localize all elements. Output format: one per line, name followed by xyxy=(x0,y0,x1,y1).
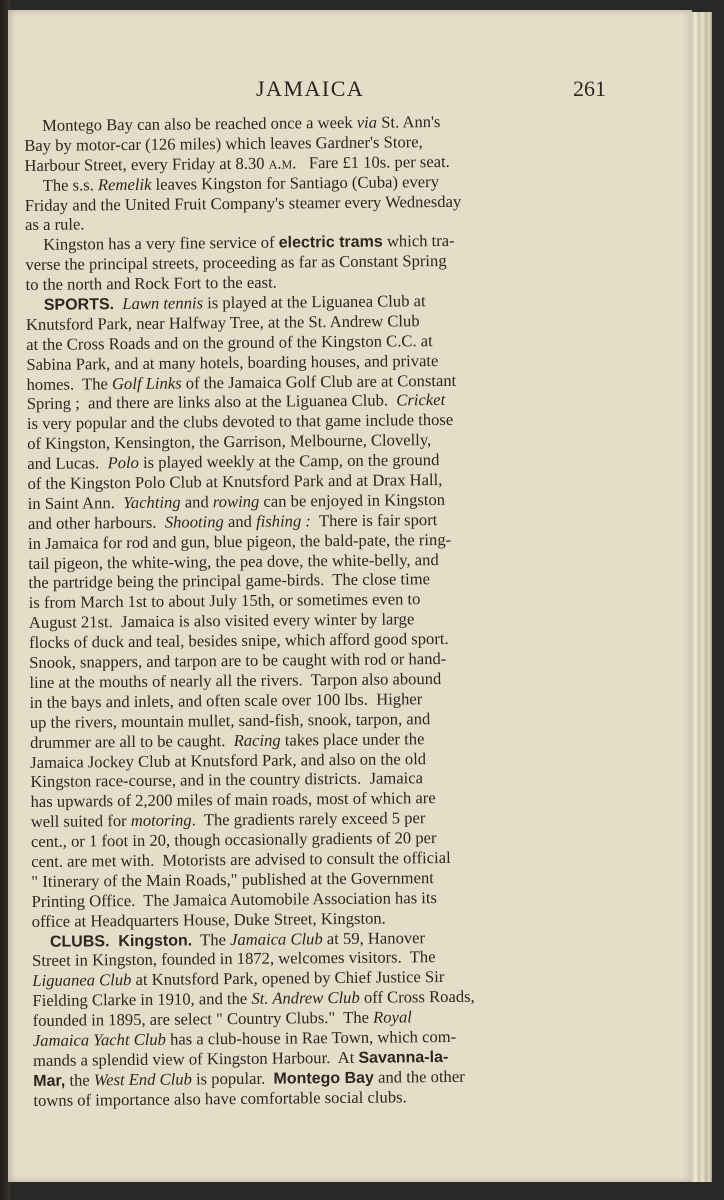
italic-text: Jamaica Club xyxy=(229,928,323,949)
text-run: is played weekly at the Camp, on the ground xyxy=(138,450,440,473)
text-run: leaves Kingston for Santiago (Cuba) every xyxy=(151,171,440,194)
text-run: in Saint Ann. xyxy=(27,492,124,513)
italic-text: Racing xyxy=(233,730,281,750)
text-run: to the north and Rock Fort to the east. xyxy=(25,272,277,295)
text-run: cent. are met with. Motorists are advised to consult the official xyxy=(31,847,451,871)
smallcaps-text: a.m. xyxy=(268,153,297,173)
text-run: of the Jamaica Golf Club are at Constant xyxy=(181,370,457,393)
text-run: The xyxy=(192,929,231,949)
text-run xyxy=(114,294,122,313)
page-edges xyxy=(692,12,699,1182)
italic-text: Polo xyxy=(107,453,139,473)
page-number: 261 xyxy=(573,76,606,101)
text-run: . The gradients rarely exceed 5 per xyxy=(191,808,426,830)
italic-text: Golf Links xyxy=(111,373,182,393)
italic-text: Yachting xyxy=(123,492,181,512)
text-run: Snook, snappers, and tarpon are to be caught with rod or hand- xyxy=(29,649,447,673)
italic-text: motoring xyxy=(130,810,192,831)
text-run: at the Cross Roads and on the ground of the Kingston C.C. at xyxy=(26,330,433,354)
book-page xyxy=(8,10,692,1182)
text-run: has upwards of 2,200 miles of main roads, most of which are xyxy=(30,788,436,812)
page-edges xyxy=(699,12,706,1182)
text-run: towns of importance also have comfortable social clubs. xyxy=(33,1087,407,1110)
text-run: There is fair sport xyxy=(310,509,438,531)
text-run: the partridge being the principal game-birds. The close time xyxy=(28,569,431,593)
text-run: The s.s. xyxy=(42,174,99,195)
text-run: as a rule. xyxy=(24,214,85,235)
text-run: Bay by motor-car (126 miles) which leaves Gardner's Store, xyxy=(24,132,423,155)
text-run: and the other xyxy=(373,1066,465,1087)
text-run: homes. The xyxy=(26,373,113,394)
italic-text: Royal xyxy=(373,1007,412,1027)
page-title: JAMAICA xyxy=(256,76,365,101)
bold-text: CLUBS. Kingston. xyxy=(49,931,193,951)
text-run: at 59, Hanover xyxy=(322,927,426,948)
text-run: drummer are all to be caught. xyxy=(29,730,234,752)
text-run: and xyxy=(223,511,257,531)
text-line xyxy=(33,1085,625,1111)
text-run: Sabina Park, and at many hotels, boarding houses, and private xyxy=(26,350,439,374)
text-run: in Jamaica for rod and gun, blue pigeon, the bald-pate, the ring- xyxy=(28,529,452,553)
text-run: is very popular and the clubs devoted to that game include those xyxy=(26,410,454,434)
text-run: founded in 1895, are select " Country Clubs." The xyxy=(32,1007,374,1031)
text-run: cent., or 1 foot in 20, though occasionally gradients of 20 per xyxy=(30,828,437,852)
text-run: St. Ann's xyxy=(376,112,441,132)
bold-text: Mar, xyxy=(33,1072,66,1090)
text-run: Harbour Street, every Friday at 8.30 xyxy=(24,153,269,175)
text-run: Friday and the United Fruit Company's steamer every Wednesday xyxy=(24,191,462,215)
text-run: at Knutsford Park, opened by Chief Justice Sir xyxy=(131,967,445,990)
italic-text: Shooting xyxy=(164,511,224,532)
italic-text: West End Club xyxy=(93,1069,192,1090)
body-text xyxy=(24,110,626,1110)
text-run: Street in Kingston, founded in 1872, welcomes visitors. The xyxy=(32,947,436,971)
page-edges xyxy=(706,12,712,1182)
text-run: and Lucas. xyxy=(27,453,108,474)
italic-text: rowing xyxy=(212,491,260,512)
text-run: Spring ; and there are links also at the Liguanea Club. xyxy=(26,390,397,414)
italic-text: Liguanea Club xyxy=(32,970,132,991)
text-run: verse the principal streets, proceeding as far as Constant Spring xyxy=(25,251,447,275)
italic-text: Cricket xyxy=(396,390,446,410)
italic-text: St. Andrew Club xyxy=(251,988,360,1009)
text-run: Kingston race-course, and in the country districts. Jamaica xyxy=(30,768,424,792)
text-run: Fielding Clarke in 1910, and the xyxy=(32,989,252,1011)
text-run: is popular. xyxy=(191,1068,274,1089)
text-run: office at Headquarters House, Duke Street, Kingston. xyxy=(31,908,386,931)
text-run: flocks of duck and teal, besides snipe, which afford good sport. xyxy=(28,629,449,653)
italic-text: via xyxy=(356,112,378,132)
text-run: takes place under the xyxy=(280,728,425,750)
text-run: in the bays and inlets, and often scale over 100 lbs. Higher xyxy=(29,689,423,712)
text-run: " Itinerary of the Main Roads," published at the Government xyxy=(31,867,434,891)
italic-text: fishing : xyxy=(255,511,311,531)
running-head xyxy=(8,76,692,106)
text-run: and other harbours. xyxy=(27,512,165,533)
bold-text: SPORTS. xyxy=(43,296,115,314)
bold-text: electric trams xyxy=(278,233,383,252)
text-run: has a club-house in Rae Town, which com- xyxy=(165,1026,457,1049)
text-run: of the Kingston Polo Club at Knutsford Park and at Drax Hall, xyxy=(27,470,443,494)
text-run: tail pigeon, the white-wing, the pea dove, the white-belly, and xyxy=(28,549,439,573)
text-run: Fare £1 10s. per seat. xyxy=(296,151,450,173)
text-run: mands a splendid view of Kingston Harbour. At xyxy=(32,1047,359,1070)
text-run: can be enjoyed in Kingston xyxy=(259,489,446,511)
text-run: which tra- xyxy=(382,231,455,251)
bold-text: Savanna-la- xyxy=(358,1048,449,1067)
italic-text: Lawn tennis xyxy=(122,293,204,314)
text-run: Knutsford Park, near Halfway Tree, at the St. Andrew Club xyxy=(25,311,420,334)
italic-text: Remelik xyxy=(97,174,152,194)
text-run: up the rivers, mountain mullet, sand-fish, snook, tarpon, and xyxy=(29,708,431,732)
text-run: Montego Bay can also be reached once a week xyxy=(41,112,357,135)
text-run: line at the mouths of nearly all the rivers. Tarpon also abound xyxy=(29,668,442,692)
text-run: off Cross Roads, xyxy=(359,986,475,1008)
text-run: August 21st. Jamaica is also visited every winter by large xyxy=(28,609,415,633)
text-run: Kingston has a very fine service of xyxy=(43,232,279,255)
text-run: well suited for xyxy=(30,811,131,832)
text-run: is played at the Liguanea Club at xyxy=(202,291,426,313)
text-run: Printing Office. The Jamaica Automobile Association has its xyxy=(31,887,438,911)
text-run: of Kingston, Kensington, the Garrison, Melbourne, Clovelly, xyxy=(27,430,432,454)
text-run: Jamaica Jockey Club at Knutsford Park, and also on the old xyxy=(30,748,427,772)
italic-text: Jamaica Yacht Club xyxy=(32,1029,167,1050)
text-run: is from March 1st to about July 15th, or sometimes even to xyxy=(28,589,421,613)
text-run: the xyxy=(65,1070,94,1090)
text-run: and xyxy=(180,492,213,512)
bold-text: Montego Bay xyxy=(273,1069,375,1088)
